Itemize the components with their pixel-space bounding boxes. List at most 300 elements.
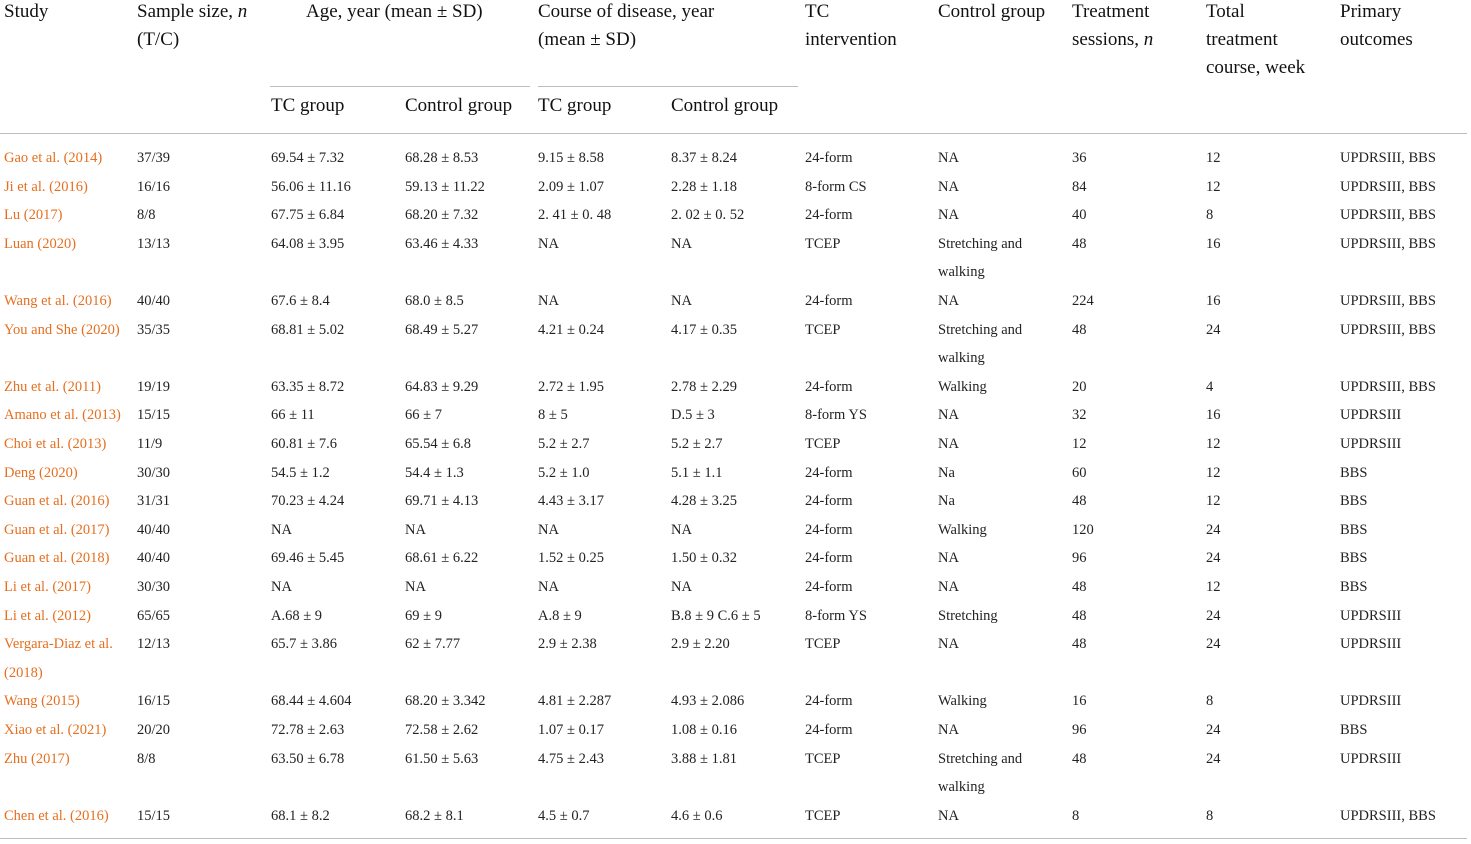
table-bottom-rule xyxy=(0,838,1467,839)
cell-course-tc xyxy=(538,401,568,430)
cell-age-c-value: 68.28 ± 8.53 xyxy=(405,150,479,166)
cell-n-value: 40/40 xyxy=(137,293,171,309)
cell-age-tc-value: A.68 ± 9 xyxy=(271,607,323,624)
cell-sessions xyxy=(1072,716,1087,745)
study-author-link[interactable]: Choi et al. ( xyxy=(4,436,73,452)
cell-age-c xyxy=(405,487,478,516)
cell-weeks xyxy=(1206,201,1213,230)
cell-age-c-value: 72.58 ± 2.62 xyxy=(405,722,479,738)
cell-weeks xyxy=(1206,573,1221,602)
cell-n-value: 12/13 xyxy=(137,636,171,653)
study-year-link[interactable]: 2020 xyxy=(85,321,115,338)
cell-study xyxy=(4,745,70,774)
cell-n-value: 40/40 xyxy=(137,550,171,567)
cell-age-tc xyxy=(271,173,351,202)
cell-age-tc-value: NA xyxy=(271,579,292,595)
cell-n xyxy=(137,316,170,345)
cell-course-c-value: 1.08 ± 0.16 xyxy=(671,722,737,738)
cell-outcomes xyxy=(1340,459,1367,488)
cell-n xyxy=(137,802,170,831)
cell-course-tc-value: 9.15 ± 8.58 xyxy=(538,150,604,166)
study-close[interactable]: ) xyxy=(96,378,101,395)
cell-outcomes-value: UPDRSIII xyxy=(1340,607,1402,624)
header-sessions-line2: sessions, xyxy=(1072,29,1144,50)
study-year-link[interactable]: 2016 xyxy=(53,178,83,195)
study-close[interactable]: ) xyxy=(86,607,91,624)
study-close[interactable]: ) xyxy=(103,807,109,824)
study-year-link[interactable]: 2020 xyxy=(42,235,72,252)
study-author-link[interactable]: Wang et al. ( xyxy=(4,293,78,309)
cell-study xyxy=(4,544,110,573)
cell-weeks-value: 8 xyxy=(1206,693,1214,710)
cell-sessions-value: 48 xyxy=(1072,636,1087,653)
cell-sessions xyxy=(1072,745,1087,774)
cell-age-tc-value: 65.7 ± 3.86 xyxy=(271,636,337,653)
cell-control xyxy=(938,516,987,545)
cell-course-c xyxy=(671,173,737,202)
cell-course-c xyxy=(671,745,737,774)
cell-tc xyxy=(805,573,853,602)
cell-age-c-value: 62 ± 7.77 xyxy=(405,636,461,653)
cell-course-c-value: 1.50 ± 0.32 xyxy=(671,550,737,567)
study-year-link[interactable]: 2012 xyxy=(57,607,87,624)
cell-course-tc xyxy=(538,602,582,631)
cell-course-c xyxy=(671,144,737,173)
cell-age-c xyxy=(405,316,478,345)
cell-weeks-value: 12 xyxy=(1206,436,1221,452)
study-author-link[interactable]: Guan et al. ( xyxy=(4,521,76,538)
cell-n-value: 31/31 xyxy=(137,493,171,510)
study-year-link[interactable]: 2014 xyxy=(68,150,98,166)
cell-n xyxy=(137,459,170,488)
study-author-link[interactable]: You and She ( xyxy=(4,321,86,338)
subheader-age-tc-label: TC group xyxy=(271,95,345,116)
cell-age-tc xyxy=(271,287,330,316)
cell-n xyxy=(137,144,170,173)
cell-control xyxy=(938,401,959,430)
study-close[interactable]: ) xyxy=(82,178,88,195)
header-weeks-line2: treatment xyxy=(1206,29,1278,50)
study-year-link[interactable]: 2016 xyxy=(75,493,105,510)
cell-course-c xyxy=(671,687,744,716)
cell-tc xyxy=(805,144,853,173)
cell-age-c-value: NA xyxy=(405,521,426,538)
study-author-link[interactable]: Wang ( xyxy=(4,693,46,710)
cell-weeks xyxy=(1206,173,1221,202)
cell-course-c xyxy=(671,316,737,345)
cell-course-tc-value: NA xyxy=(538,521,559,538)
cell-course-c xyxy=(671,459,722,488)
cell-outcomes xyxy=(1340,487,1367,516)
cell-course-c xyxy=(671,630,730,659)
cell-course-tc-value: 2. 41 ± 0. 48 xyxy=(538,207,612,224)
cell-sessions xyxy=(1072,287,1094,316)
cell-course-c-value: NA xyxy=(671,521,692,538)
cell-weeks-value: 24 xyxy=(1206,750,1221,767)
cell-age-c xyxy=(405,401,442,430)
header-sample-line2: (T/C) xyxy=(137,29,180,50)
cell-outcomes xyxy=(1340,687,1401,716)
study-author-link[interactable]: Luan ( xyxy=(4,235,43,252)
cell-outcomes-value: UPDRSIII xyxy=(1340,750,1402,767)
cell-n xyxy=(137,687,170,716)
cell-course-c-value: 4.6 ± 0.6 xyxy=(671,807,723,824)
cell-age-tc xyxy=(271,544,344,573)
study-author-link[interactable]: Guan et al. ( xyxy=(4,493,76,510)
header-sessions-n: n xyxy=(1143,29,1154,50)
cell-sessions-value: 48 xyxy=(1072,750,1087,767)
cell-control xyxy=(938,630,959,659)
cell-outcomes xyxy=(1340,316,1436,345)
cell-weeks xyxy=(1206,487,1221,516)
cell-control-value: Walking xyxy=(938,693,987,710)
study-author-link-cont[interactable]: ( xyxy=(4,664,9,681)
cell-course-tc xyxy=(538,716,604,745)
cell-course-c-value: 5.1 ± 1.1 xyxy=(671,464,723,481)
header-sessions-line1: Treatment xyxy=(1072,1,1150,22)
cell-tc xyxy=(805,287,853,316)
cell-age-tc xyxy=(271,573,292,602)
cell-sessions-value: 12 xyxy=(1072,436,1087,452)
cell-tc-value: 24-form xyxy=(805,579,853,595)
cell-tc xyxy=(805,716,853,745)
cell-control-value: Walking xyxy=(938,521,987,538)
cell-outcomes xyxy=(1340,144,1436,173)
cell-age-c-value: 68.20 ± 7.32 xyxy=(405,207,479,224)
cell-control-value: Stretching and xyxy=(938,235,1023,252)
cell-tc-value: 24-form xyxy=(805,722,853,738)
cell-n-value: 20/20 xyxy=(137,722,171,738)
cell-control-value: NA xyxy=(938,207,959,224)
cell-course-tc-value: NA xyxy=(538,235,559,252)
cell-study xyxy=(4,487,110,516)
study-close[interactable]: ) xyxy=(104,550,110,567)
cell-age-c xyxy=(405,516,426,545)
cell-course-tc-value: 2.09 ± 1.07 xyxy=(538,178,604,195)
cell-n-value: 37/39 xyxy=(137,150,171,166)
cell-study xyxy=(4,430,106,459)
cell-outcomes-value: UPDRSIII, BBS xyxy=(1340,207,1436,224)
study-close[interactable]: ) xyxy=(104,521,110,538)
study-year-link[interactable]: 2020 xyxy=(43,464,73,481)
study-year-link[interactable]: 2017 xyxy=(35,750,65,767)
cell-weeks xyxy=(1206,230,1221,259)
cell-course-tc-value: 4.21 ± 0.24 xyxy=(538,321,604,338)
cell-age-tc-value: 56.06 ± 11.16 xyxy=(271,178,351,195)
cell-age-c xyxy=(405,602,442,631)
header-tc-line2: intervention xyxy=(805,29,897,50)
study-close[interactable]: ) xyxy=(104,493,110,510)
cell-weeks xyxy=(1206,802,1213,831)
cell-age-tc-value: 63.50 ± 6.78 xyxy=(271,750,345,767)
cell-study xyxy=(4,516,110,545)
study-year-link[interactable]: 2016 xyxy=(77,293,107,309)
cell-sessions-value: 48 xyxy=(1072,607,1087,624)
cell-control-value: Walking xyxy=(938,378,987,395)
cell-age-c-value: NA xyxy=(405,579,426,595)
cell-outcomes xyxy=(1340,602,1401,631)
cell-age-c xyxy=(405,573,426,602)
cell-course-c-value: NA xyxy=(671,235,692,252)
header-weeks-line1: Total xyxy=(1206,1,1245,22)
cell-age-c xyxy=(405,144,478,173)
cell-outcomes-value: BBS xyxy=(1340,493,1368,510)
cell-tc-value: 24-form xyxy=(805,464,853,481)
study-author-link[interactable]: Zhu ( xyxy=(4,750,36,767)
cell-sessions xyxy=(1072,516,1094,545)
study-close[interactable]: ) xyxy=(74,693,80,710)
study-author-link[interactable]: Zhu et al. ( xyxy=(4,378,68,395)
cell-control xyxy=(938,373,987,402)
cell-age-c-value: 68.49 ± 5.27 xyxy=(405,321,479,338)
study-close[interactable]: ) xyxy=(71,235,77,252)
cell-tc-value: 24-form xyxy=(805,293,853,309)
cell-outcomes xyxy=(1340,373,1436,402)
study-author-link[interactable]: Xiao et al. ( xyxy=(4,722,73,738)
cell-course-tc-value: 1.07 ± 0.17 xyxy=(538,722,604,738)
cell-outcomes xyxy=(1340,716,1367,745)
study-year-link[interactable]: 2016 xyxy=(74,807,104,824)
cell-weeks xyxy=(1206,287,1221,316)
cell-course-c xyxy=(671,716,737,745)
cell-course-c xyxy=(671,802,722,831)
study-close[interactable]: ) xyxy=(97,150,103,166)
header-course-line2: (mean ± SD) xyxy=(538,29,637,50)
cell-weeks-value: 4 xyxy=(1206,378,1214,395)
cell-n xyxy=(137,430,162,459)
cell-sessions xyxy=(1072,630,1087,659)
cell-course-tc-value: NA xyxy=(538,579,559,595)
cell-control xyxy=(938,487,955,516)
study-year-link[interactable]: 2021 xyxy=(72,722,102,738)
cell-age-tc xyxy=(271,745,344,774)
study-close[interactable]: ) xyxy=(57,207,63,224)
cell-sessions-value: 48 xyxy=(1072,235,1087,252)
cell-age-tc-value: 68.44 ± 4.604 xyxy=(271,693,352,710)
study-year-link[interactable]: 2018 xyxy=(75,550,105,567)
study-author-link[interactable]: Vergara-Diaz et al. xyxy=(4,636,113,653)
cell-course-tc xyxy=(538,373,604,402)
study-year-link[interactable]: 2017 xyxy=(75,521,105,538)
cell-weeks-value: 24 xyxy=(1206,521,1221,538)
cell-age-tc xyxy=(271,144,344,173)
study-year-link[interactable]: 2018 xyxy=(8,664,38,681)
cell-course-c-value: D.5 ± 3 xyxy=(671,407,715,424)
cell-n xyxy=(137,373,170,402)
cell-course-tc xyxy=(538,573,559,602)
study-author-link[interactable]: Deng ( xyxy=(4,464,44,481)
study-author-link[interactable]: Gao et al. ( xyxy=(4,150,69,166)
cell-course-tc xyxy=(538,316,604,345)
cell-course-c xyxy=(671,287,692,316)
cell-age-c xyxy=(405,630,460,659)
cell-weeks xyxy=(1206,716,1221,745)
study-year-link[interactable]: 2013 xyxy=(72,436,102,452)
cell-sessions xyxy=(1072,459,1087,488)
cell-weeks xyxy=(1206,602,1221,631)
cell-age-c-value: 61.50 ± 5.63 xyxy=(405,750,479,767)
cell-n-value: 15/15 xyxy=(137,407,171,424)
cell-course-tc xyxy=(538,745,604,774)
study-close[interactable]: ) xyxy=(37,664,43,681)
subheader-age-tc xyxy=(271,92,344,120)
cell-age-tc-value: 67.6 ± 8.4 xyxy=(271,293,330,309)
cell-outcomes-value: UPDRSIII, BBS xyxy=(1340,150,1436,166)
study-author-link[interactable]: Lu ( xyxy=(4,207,29,224)
header-study-label: Study xyxy=(4,1,49,22)
cell-age-tc-value: 66 ± 11 xyxy=(271,407,315,424)
cell-n-value: 30/30 xyxy=(137,464,171,481)
cell-course-c-value: 2.9 ± 2.20 xyxy=(671,636,730,653)
cell-control-value: NA xyxy=(938,807,959,824)
study-close[interactable]: ) xyxy=(106,293,112,309)
cell-course-c xyxy=(671,544,737,573)
cell-control xyxy=(938,230,1022,287)
cell-age-tc xyxy=(271,516,292,545)
study-close[interactable]: ) xyxy=(72,464,78,481)
cell-age-c xyxy=(405,230,478,259)
cell-tc xyxy=(805,487,853,516)
cell-outcomes xyxy=(1340,516,1367,545)
study-author-link[interactable]: Chen et al. ( xyxy=(4,807,75,824)
cell-age-tc-value: 70.23 ± 4.24 xyxy=(271,493,345,510)
cell-outcomes-value: UPDRSIII, BBS xyxy=(1340,807,1436,824)
cell-study xyxy=(4,230,76,259)
cell-outcomes-value: BBS xyxy=(1340,550,1368,567)
cell-outcomes-value: UPDRSIII xyxy=(1340,407,1402,424)
cell-weeks-value: 8 xyxy=(1206,807,1214,824)
cell-tc-value: 8-form YS xyxy=(805,407,867,424)
study-author-link[interactable]: Guan et al. ( xyxy=(4,550,76,567)
cell-tc xyxy=(805,459,853,488)
study-year-link[interactable]: 2011 xyxy=(67,378,97,395)
cell-control-value: NA xyxy=(938,150,959,166)
cell-control xyxy=(938,602,998,631)
cell-course-c xyxy=(671,602,761,631)
study-author-link[interactable]: Amano et al. ( xyxy=(4,407,87,424)
cell-course-tc xyxy=(538,687,611,716)
cell-tc-value: TCEP xyxy=(805,235,841,252)
study-close[interactable]: ) xyxy=(115,407,121,424)
cell-weeks xyxy=(1206,401,1221,430)
cell-course-tc xyxy=(538,201,611,230)
cell-sessions xyxy=(1072,802,1079,831)
cell-tc xyxy=(805,316,840,345)
cell-age-tc-value: NA xyxy=(271,521,292,538)
cell-outcomes-value: UPDRSIII, BBS xyxy=(1340,178,1436,195)
cell-age-c-value: 68.0 ± 8.5 xyxy=(405,293,464,309)
cell-age-tc xyxy=(271,201,344,230)
cell-course-tc-value: 4.81 ± 2.287 xyxy=(538,693,612,710)
cell-sessions xyxy=(1072,687,1087,716)
cell-age-c xyxy=(405,716,478,745)
cell-sessions xyxy=(1072,430,1087,459)
cell-age-c xyxy=(405,201,478,230)
header-study xyxy=(4,0,48,26)
study-year-link[interactable]: 2013 xyxy=(86,407,116,424)
cell-age-tc xyxy=(271,373,344,402)
cell-study xyxy=(4,602,91,631)
cell-outcomes-value: BBS xyxy=(1340,464,1368,481)
cell-outcomes xyxy=(1340,401,1401,430)
cell-study xyxy=(4,287,112,316)
cell-sessions-value: 48 xyxy=(1072,321,1087,338)
cell-age-tc xyxy=(271,430,337,459)
cell-course-c xyxy=(671,201,744,230)
cell-control-value: NA xyxy=(938,722,959,738)
study-close[interactable]: ) xyxy=(101,722,107,738)
study-author-link[interactable]: Li et al. ( xyxy=(4,607,58,624)
study-author-link[interactable]: Li et al. ( xyxy=(4,579,58,595)
cell-weeks-value: 8 xyxy=(1206,207,1214,224)
cell-sessions-value: 60 xyxy=(1072,464,1087,481)
cell-weeks xyxy=(1206,430,1221,459)
cell-course-tc-value: 5.2 ± 1.0 xyxy=(538,464,590,481)
cell-age-c xyxy=(405,373,478,402)
cell-tc xyxy=(805,745,840,774)
cell-age-c-value: 59.13 ± 11.22 xyxy=(405,178,485,195)
cell-course-c-value: 3.88 ± 1.81 xyxy=(671,750,737,767)
cell-age-tc xyxy=(271,602,322,631)
cell-weeks xyxy=(1206,459,1221,488)
cell-outcomes-value: UPDRSIII xyxy=(1340,636,1402,653)
cell-study xyxy=(4,459,78,488)
cell-sessions-value: 40 xyxy=(1072,207,1087,224)
cell-course-tc-value: 4.43 ± 3.17 xyxy=(538,493,604,510)
cell-control xyxy=(938,802,959,831)
cell-course-tc xyxy=(538,230,559,259)
cell-control xyxy=(938,745,1022,802)
cell-course-tc xyxy=(538,144,604,173)
cell-weeks-value: 24 xyxy=(1206,607,1221,624)
cell-sessions-value: 120 xyxy=(1072,521,1094,538)
cell-age-tc-value: 69.46 ± 5.45 xyxy=(271,550,345,567)
study-close[interactable]: ) xyxy=(114,321,120,338)
cell-study xyxy=(4,373,101,402)
study-close[interactable]: ) xyxy=(101,436,107,452)
cell-study xyxy=(4,573,91,602)
cell-course-tc-value: 5.2 ± 2.7 xyxy=(538,436,590,452)
cell-outcomes xyxy=(1340,745,1401,774)
cell-age-c xyxy=(405,802,464,831)
cell-n xyxy=(137,573,170,602)
cell-weeks-value: 12 xyxy=(1206,178,1221,195)
study-author-link[interactable]: Ji et al. ( xyxy=(4,178,54,195)
cell-outcomes xyxy=(1340,201,1436,230)
cell-course-tc-value: 1.52 ± 0.25 xyxy=(538,550,604,567)
cell-course-c xyxy=(671,487,737,516)
cell-control xyxy=(938,544,959,573)
cell-study xyxy=(4,173,88,202)
study-year-link[interactable]: 2015 xyxy=(45,693,75,710)
cell-age-tc xyxy=(271,316,344,345)
cell-course-c-value: 8.37 ± 8.24 xyxy=(671,150,737,166)
study-year-link[interactable]: 2017 xyxy=(57,579,87,595)
cell-age-c-value: 69.71 ± 4.13 xyxy=(405,493,479,510)
study-close[interactable]: ) xyxy=(86,579,91,595)
cell-sessions xyxy=(1072,230,1087,259)
cell-age-c-value: 66 ± 7 xyxy=(405,407,442,424)
study-year-link[interactable]: 2017 xyxy=(28,207,58,224)
cell-study xyxy=(4,630,113,687)
cell-outcomes-value: BBS xyxy=(1340,722,1368,738)
cell-tc-value: TCEP xyxy=(805,636,841,653)
cell-course-c xyxy=(671,573,692,602)
cell-age-tc xyxy=(271,716,344,745)
cell-n-value: 30/30 xyxy=(137,579,171,595)
study-close[interactable]: ) xyxy=(64,750,70,767)
cell-n-value: 35/35 xyxy=(137,321,171,338)
